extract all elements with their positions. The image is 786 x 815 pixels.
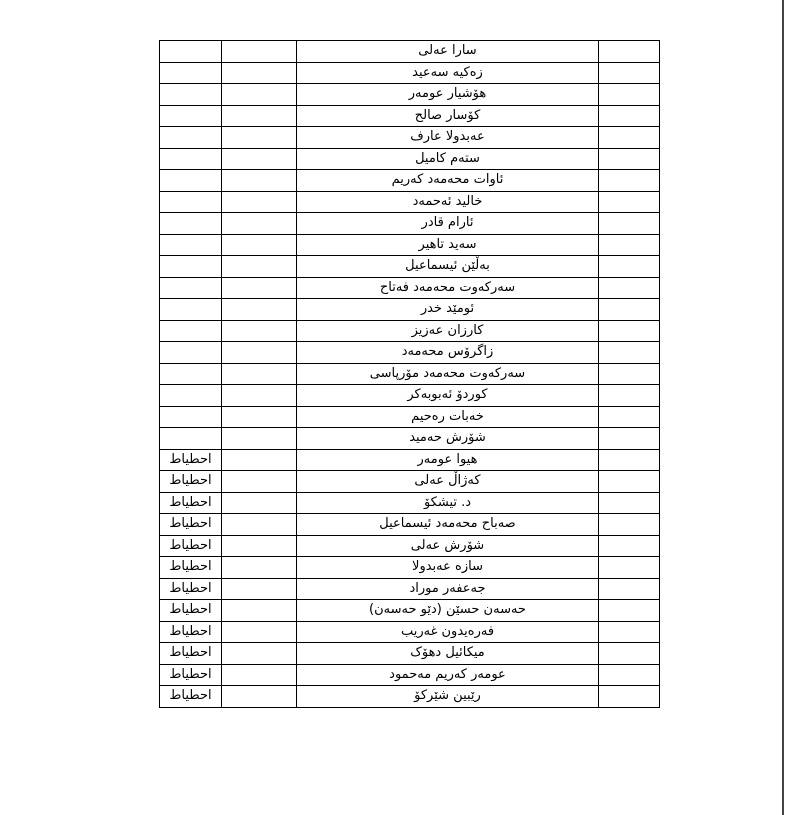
note-cell <box>160 277 222 299</box>
name-cell: ستەم کامیل <box>297 148 599 170</box>
table-row <box>160 191 660 213</box>
number-cell <box>599 213 660 235</box>
table-row <box>160 557 660 579</box>
name-cell: صەباح محەمەد ئیسماعیل <box>297 514 599 536</box>
table-row <box>160 664 660 686</box>
note-cell <box>160 299 222 321</box>
name-cell: کارزان عەزیز <box>297 320 599 342</box>
note-cell <box>160 127 222 149</box>
note-cell: احطياط <box>160 578 222 600</box>
number-cell <box>599 621 660 643</box>
table-row <box>160 277 660 299</box>
empty-cell <box>222 686 297 708</box>
name-cell: سەید تاهیر <box>297 234 599 256</box>
table-row <box>160 363 660 385</box>
note-cell: احطياط <box>160 492 222 514</box>
empty-cell <box>222 84 297 106</box>
note-cell: احطياط <box>160 664 222 686</box>
note-cell: احطياط <box>160 686 222 708</box>
number-cell <box>599 664 660 686</box>
number-cell <box>599 277 660 299</box>
table-row <box>160 621 660 643</box>
name-cell: هۆشیار عومەر <box>297 84 599 106</box>
number-cell <box>599 449 660 471</box>
number-cell <box>599 84 660 106</box>
table-row <box>160 643 660 665</box>
name-cell: د. تیشکۆ <box>297 492 599 514</box>
table-row <box>160 600 660 622</box>
note-cell: احطياط <box>160 621 222 643</box>
number-cell <box>599 535 660 557</box>
name-cell: خالید ئەحمەد <box>297 191 599 213</box>
empty-cell <box>222 342 297 364</box>
empty-cell <box>222 320 297 342</box>
note-cell <box>160 105 222 127</box>
empty-cell <box>222 191 297 213</box>
number-cell <box>599 148 660 170</box>
name-cell: میکائیل دهۆک <box>297 643 599 665</box>
empty-cell <box>222 385 297 407</box>
table-row <box>160 578 660 600</box>
note-cell <box>160 428 222 450</box>
number-cell <box>599 170 660 192</box>
number-cell <box>599 127 660 149</box>
name-cell: رێبین شێرکۆ <box>297 686 599 708</box>
empty-cell <box>222 406 297 428</box>
table-row <box>160 471 660 493</box>
table-row <box>160 84 660 106</box>
name-cell: خەبات رەحیم <box>297 406 599 428</box>
name-cell: سازە عەبدولا <box>297 557 599 579</box>
empty-cell <box>222 277 297 299</box>
note-cell <box>160 385 222 407</box>
roster-table <box>159 40 660 708</box>
note-cell: احطياط <box>160 449 222 471</box>
note-cell <box>160 320 222 342</box>
number-cell <box>599 643 660 665</box>
note-cell <box>160 148 222 170</box>
name-cell: شۆرش حەمید <box>297 428 599 450</box>
number-cell <box>599 256 660 278</box>
note-cell <box>160 170 222 192</box>
empty-cell <box>222 148 297 170</box>
number-cell <box>599 105 660 127</box>
roster-body <box>160 41 660 708</box>
number-cell <box>599 428 660 450</box>
empty-cell <box>222 62 297 84</box>
table-row <box>160 449 660 471</box>
table-row <box>160 385 660 407</box>
empty-cell <box>222 535 297 557</box>
empty-cell <box>222 643 297 665</box>
table-row <box>160 170 660 192</box>
table-row <box>160 41 660 63</box>
note-cell <box>160 342 222 364</box>
number-cell <box>599 299 660 321</box>
number-cell <box>599 342 660 364</box>
page-edge-line <box>782 0 784 815</box>
number-cell <box>599 320 660 342</box>
note-cell <box>160 406 222 428</box>
name-cell: شۆرش عەلی <box>297 535 599 557</box>
number-cell <box>599 600 660 622</box>
table-row <box>160 105 660 127</box>
table-row <box>160 256 660 278</box>
name-cell: ئارام قادر <box>297 213 599 235</box>
empty-cell <box>222 664 297 686</box>
note-cell: احطياط <box>160 514 222 536</box>
note-cell <box>160 363 222 385</box>
name-cell: ئاوات محەمەد کەریم <box>297 170 599 192</box>
table-row <box>160 234 660 256</box>
number-cell <box>599 385 660 407</box>
empty-cell <box>222 170 297 192</box>
table-row <box>160 127 660 149</box>
note-cell <box>160 84 222 106</box>
number-cell <box>599 686 660 708</box>
number-cell <box>599 363 660 385</box>
number-cell <box>599 234 660 256</box>
name-cell: کەژاڵ عەلی <box>297 471 599 493</box>
note-cell <box>160 41 222 63</box>
empty-cell <box>222 449 297 471</box>
note-cell: احطياط <box>160 471 222 493</box>
table-row <box>160 686 660 708</box>
table-row <box>160 492 660 514</box>
name-cell: هیوا عومەر <box>297 449 599 471</box>
table-row <box>160 342 660 364</box>
table-row <box>160 406 660 428</box>
name-cell: زاگرۆس محەمەد <box>297 342 599 364</box>
number-cell <box>599 62 660 84</box>
number-cell <box>599 471 660 493</box>
table-row <box>160 299 660 321</box>
empty-cell <box>222 428 297 450</box>
name-cell: کوردۆ ئەبوبەکر <box>297 385 599 407</box>
note-cell <box>160 191 222 213</box>
note-cell <box>160 256 222 278</box>
number-cell <box>599 492 660 514</box>
empty-cell <box>222 471 297 493</box>
number-cell <box>599 406 660 428</box>
note-cell <box>160 213 222 235</box>
note-cell: احطياط <box>160 535 222 557</box>
empty-cell <box>222 600 297 622</box>
name-cell: جەعفەر موراد <box>297 578 599 600</box>
number-cell <box>599 191 660 213</box>
empty-cell <box>222 234 297 256</box>
empty-cell <box>222 256 297 278</box>
empty-cell <box>222 621 297 643</box>
table-row <box>160 514 660 536</box>
name-cell: سەرکەوت محەمەد مۆرپاسی <box>297 363 599 385</box>
number-cell <box>599 41 660 63</box>
name-cell: حەسەن حسێن (دێو حەسەن) <box>297 600 599 622</box>
table-row <box>160 428 660 450</box>
empty-cell <box>222 105 297 127</box>
table-row <box>160 213 660 235</box>
empty-cell <box>222 299 297 321</box>
name-cell: فەرەیدون غەریب <box>297 621 599 643</box>
empty-cell <box>222 578 297 600</box>
empty-cell <box>222 127 297 149</box>
table-row <box>160 535 660 557</box>
note-cell <box>160 234 222 256</box>
name-cell: سارا عەلی <box>297 41 599 63</box>
empty-cell <box>222 557 297 579</box>
empty-cell <box>222 492 297 514</box>
table-row <box>160 62 660 84</box>
name-cell: عومەر کەریم مەحمود <box>297 664 599 686</box>
empty-cell <box>222 514 297 536</box>
name-cell: کۆسار صالح <box>297 105 599 127</box>
name-cell: عەبدولا عارف <box>297 127 599 149</box>
name-cell: زەکیە سەعید <box>297 62 599 84</box>
name-cell: سەرکەوت محەمەد فەتاح <box>297 277 599 299</box>
empty-cell <box>222 363 297 385</box>
table-row <box>160 320 660 342</box>
table-row <box>160 148 660 170</box>
empty-cell <box>222 213 297 235</box>
number-cell <box>599 514 660 536</box>
note-cell: احطياط <box>160 600 222 622</box>
note-cell: احطياط <box>160 557 222 579</box>
name-cell: ئومێد خدر <box>297 299 599 321</box>
number-cell <box>599 557 660 579</box>
number-cell <box>599 578 660 600</box>
note-cell <box>160 62 222 84</box>
empty-cell <box>222 41 297 63</box>
note-cell: احطياط <box>160 643 222 665</box>
name-cell: بەڵێن ئیسماعیل <box>297 256 599 278</box>
